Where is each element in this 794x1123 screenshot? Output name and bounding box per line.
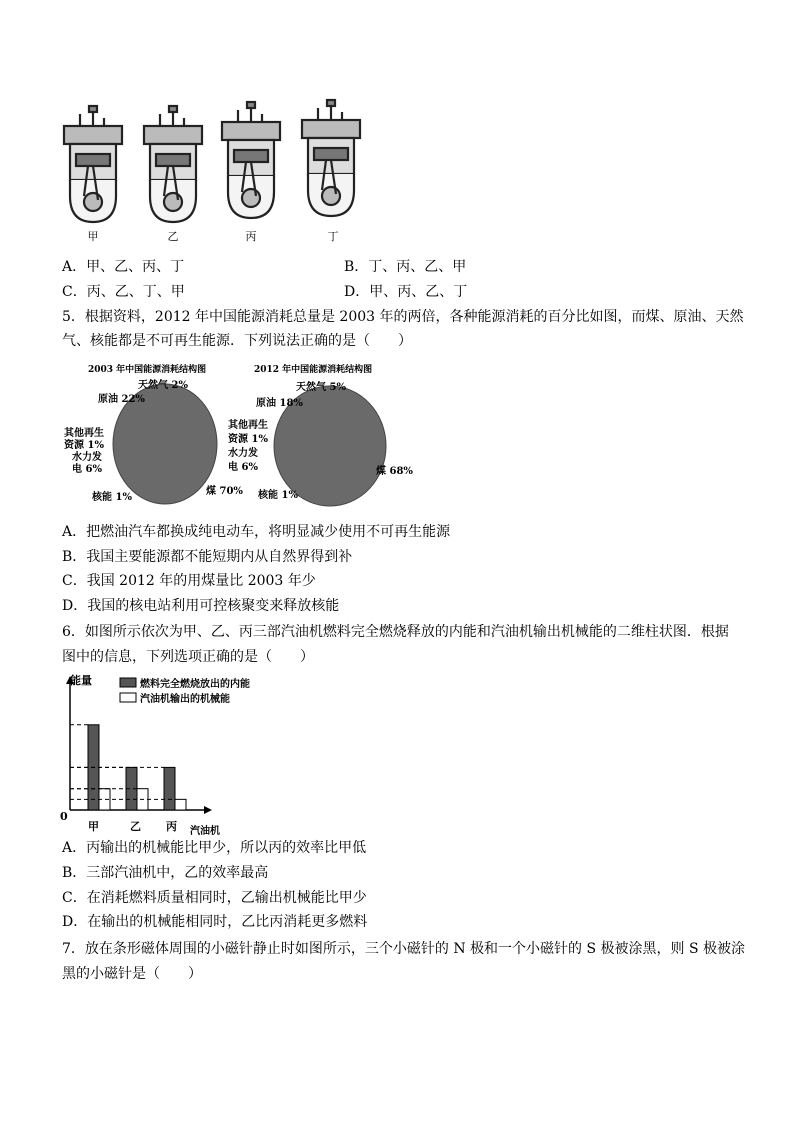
bar-legend-internal: 燃料完全燃烧放出的内能	[140, 679, 250, 690]
pie-2012-label-nuclear: 核能 1%	[258, 490, 298, 501]
pie-chart-2012	[226, 358, 418, 510]
bar-ylabel: 能量	[70, 674, 92, 687]
q5-stem-line2: 气、核能都是不可再生能源．下列说法正确的是（ ）	[62, 333, 412, 349]
bar-cat-yi: 乙	[130, 820, 141, 833]
q5-option-a[interactable]: A．把燃油汽车都换成纯电动车，将明显减少使用不可再生能源	[62, 524, 451, 540]
pie-chart-2003	[62, 358, 243, 510]
bar-cat-bing: 丙	[166, 820, 177, 833]
q5-option-c[interactable]: C．我国 2012 年的用煤量比 2003 年少	[62, 573, 316, 589]
engine-diagram	[64, 106, 122, 222]
q6-option-d[interactable]: D．在输出的机械能相同时，乙比丙消耗更多燃料	[62, 914, 368, 930]
pie-2003-label-oil: 原油 22%	[98, 394, 145, 405]
q6-option-c[interactable]: C．在消耗燃料质量相同时，乙输出机械能比甲少	[62, 890, 367, 906]
engine-label-ding: 丁	[327, 230, 339, 243]
pie-2003-label-other1: 其他再生	[64, 428, 104, 439]
pie-2003-label-coal: 煤 70%	[206, 486, 243, 497]
legend-swatch-internal	[120, 678, 136, 687]
pie-2012-label-gas: 天然气 5%	[296, 382, 346, 393]
pie-2012-title: 2012 年中国能源消耗结构图	[254, 365, 373, 375]
pie-2003-label-other2: 资源 1%	[64, 440, 104, 451]
pie-2012-label-other1: 其他再生	[228, 420, 268, 431]
q4-option-b[interactable]: B．丁、丙、乙、甲	[344, 259, 467, 275]
pie-2003-label-nuclear: 核能 1%	[92, 492, 132, 503]
q5-option-d[interactable]: D．我国的核电站利用可控核聚变来释放核能	[62, 598, 340, 614]
bar-origin-label: 0	[60, 810, 68, 823]
pie-2012-label-other2: 资源 1%	[228, 434, 268, 445]
q5-stem-line1: 5．根据资料，2012 年中国能源消耗总量是 2003 年的两倍，各种能源消耗的百分比如图，而煤、原油、天然	[62, 309, 744, 325]
bar-xlabel: 汽油机	[190, 826, 220, 837]
bar-legend-mechanical: 汽油机输出的机械能	[140, 694, 230, 705]
pie-2003-label-hydro2: 电 6%	[72, 464, 102, 475]
q5-option-b[interactable]: B．我国主要能源都不能短期内从自然界得到补	[62, 549, 353, 565]
engine-diagrams	[60, 96, 380, 246]
engine-label-yi: 乙	[167, 230, 179, 243]
pie-2012-label-oil: 原油 18%	[256, 398, 303, 409]
engine-label-bing: 丙	[245, 230, 257, 243]
bar-internal-2	[164, 767, 175, 810]
q6-stem-line2: 图中的信息，下列选项正确的是（ ）	[62, 649, 314, 665]
q6-stem-line1: 6．如图所示依次为甲、乙、丙三部汽油机燃料完全燃烧释放的内能和汽油机输出机械能的二维柱状图．根据	[62, 624, 729, 640]
legend-swatch-mechanical	[120, 693, 136, 702]
q4-option-c[interactable]: C．丙、乙、丁、甲	[62, 284, 185, 300]
q4-option-d[interactable]: D．甲、丙、乙、丁	[344, 284, 468, 300]
pie-2012-label-coal: 煤 68%	[376, 466, 413, 477]
q4-option-a[interactable]: A．甲、乙、丙、丁	[62, 259, 185, 275]
q6-option-a[interactable]: A．丙输出的机械能比甲少，所以丙的效率比甲低	[62, 840, 367, 856]
pie-2012-label-hydro1: 水力发	[228, 448, 258, 459]
q7-stem-line1: 7．放在条形磁体周围的小磁针静止时如图所示，三个小磁针的 N 极和一个小磁针的 S 极被涂黑，则 S 极被涂	[62, 941, 746, 957]
engine-label-jia: 甲	[87, 230, 99, 243]
pie-2012-label-hydro2: 电 6%	[228, 462, 258, 473]
q7-stem-line2: 黑的小磁针是（ ）	[62, 966, 202, 982]
bar-cat-jia: 甲	[88, 820, 99, 833]
bar-mechanical-2	[175, 799, 186, 810]
pie-2003-label-hydro1: 水力发	[72, 452, 102, 463]
pie-2003-title: 2003 年中国能源消耗结构图	[88, 365, 207, 375]
pie-2003-label-gas: 天然气 2%	[138, 380, 188, 391]
q6-option-b[interactable]: B．三部汽油机中，乙的效率最高	[62, 865, 269, 881]
bar-chart-energy	[58, 672, 290, 836]
